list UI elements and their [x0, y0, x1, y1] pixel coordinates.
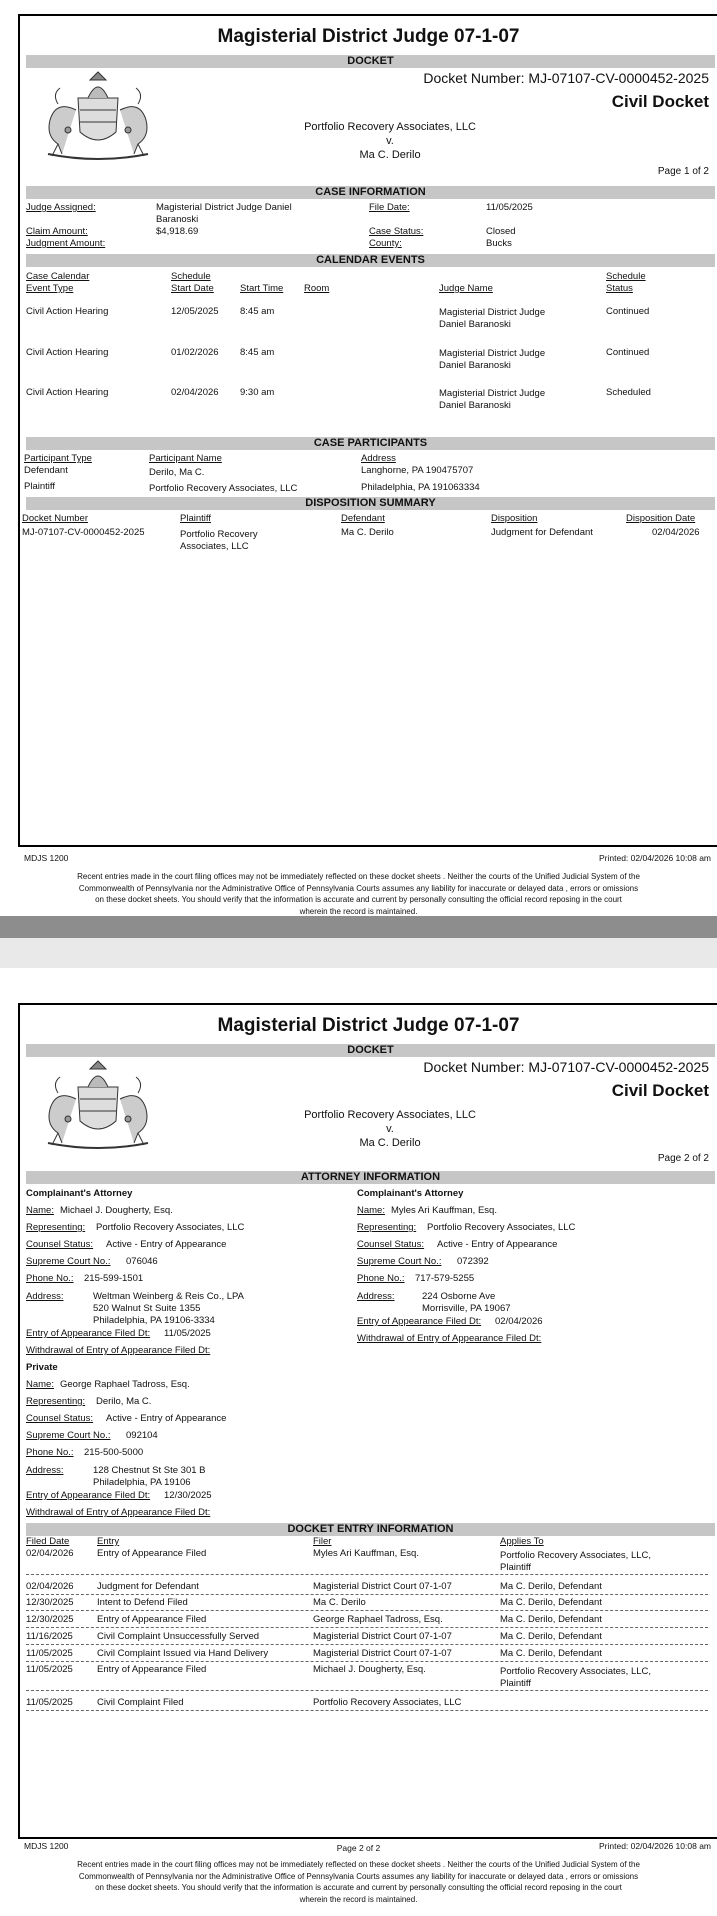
event-judge: Magisterial District Judge [439, 348, 546, 359]
page-frame [18, 1003, 717, 1839]
file-date-value: 11/05/2025 [486, 202, 533, 213]
entry-filer: Michael J. Dougherty, Esq. [313, 1664, 426, 1675]
cal-header-start-time: Start Time [240, 283, 284, 294]
attorney-address: 128 Chestnut St Ste 301 B [93, 1465, 206, 1476]
page-divider [0, 916, 717, 968]
attorney-role: Private [26, 1362, 58, 1373]
pennsylvania-seal-icon [28, 1059, 168, 1151]
printed-timestamp: Printed: 02/04/2026 10:08 am [599, 1841, 711, 1851]
attorney-address: Weltman Weinberg & Reis Co., LPA [93, 1291, 245, 1302]
event-type: Civil Action Hearing [26, 347, 109, 358]
disposition-defendant: Ma C. Derilo [341, 527, 394, 538]
disposition-header-disposition: Disposition [491, 513, 538, 524]
status-value: Closed [486, 226, 516, 237]
attorney-court-no: 076046 [126, 1256, 158, 1267]
docket-number: Docket Number: MJ-07107-CV-0000452-2025 [423, 70, 709, 86]
participant-type: Plaintiff [24, 481, 55, 492]
cal-header-case-calendar: Case Calendar [26, 271, 90, 282]
cal-header-judge: Judge Name [439, 283, 493, 294]
attorney-heading: ATTORNEY INFORMATION [26, 1171, 715, 1184]
judge-value: Magisterial District Judge Daniel [156, 202, 292, 213]
entry-filer: Ma C. Derilo [313, 1597, 366, 1608]
entry-filer: Magisterial District Court 07-1-07 [313, 1648, 452, 1659]
disposition-plaintiff: Portfolio Recovery [180, 529, 258, 540]
entry-applies-to: Ma C. Derilo, Defendant [500, 1648, 602, 1659]
attorney-status-label: Counsel Status: [26, 1239, 94, 1250]
entry-date: 02/04/2026 [26, 1581, 74, 1592]
entry-description: Civil Complaint Unsuccessfully Served [97, 1631, 260, 1642]
row-separator [26, 1690, 708, 1691]
attorney-rep-label: Representing: [357, 1222, 417, 1233]
entry-date: 11/05/2025 [26, 1697, 73, 1708]
county-label: County: [369, 238, 402, 249]
entry-description: Intent to Defend Filed [97, 1597, 188, 1608]
entry-applies-to: Portfolio Recovery Associates, LLC, [500, 1666, 652, 1677]
versus-label: v. [386, 1123, 394, 1135]
attorney-status-label: Counsel Status: [26, 1413, 94, 1424]
entry-applies-to: Ma C. Derilo, Defendant [500, 1614, 602, 1625]
attorney-address-line: Morrisville, PA 19067 [422, 1303, 511, 1314]
entry-applies-to: Ma C. Derilo, Defendant [500, 1597, 602, 1608]
cal-header-room: Room [304, 283, 330, 294]
participant-name: Derilo, Ma C. [149, 467, 205, 478]
page-indicator: Page 2 of 2 [657, 1153, 709, 1164]
disposition-plaintiff-cont: Associates, LLC [180, 541, 249, 552]
disposition-header-plaintiff: Plaintiff [180, 513, 211, 524]
entries-header-applies: Applies To [500, 1536, 544, 1547]
attorney-name-label: Name: [26, 1379, 54, 1390]
attorney-court-no: 072392 [457, 1256, 489, 1267]
event-status: Continued [606, 347, 650, 358]
attorney-rep: Portfolio Recovery Associates, LLC [96, 1222, 245, 1233]
attorney-withdrawal-label: Withdrawal of Entry of Appearance Filed Dt: [26, 1507, 211, 1518]
disclaimer-line: Recent entries made in the court filing offices may not be immediately reflected on these docket sheets . Neither the courts of the Unified Judicial System of the [77, 1860, 640, 1869]
disclaimer [50, 1859, 667, 1905]
attorney-entry-label: Entry of Appearance Filed Dt: [26, 1490, 151, 1501]
event-type: Civil Action Hearing [26, 306, 109, 317]
attorney-role: Complainant's Attorney [357, 1188, 464, 1199]
event-time: 8:45 am [240, 306, 275, 317]
entry-description: Civil Complaint Issued via Hand Delivery [97, 1648, 269, 1659]
disposition-header-date: Disposition Date [626, 513, 696, 524]
cal-header-start-date: Start Date [171, 283, 214, 294]
attorney-withdrawal-label: Withdrawal of Entry of Appearance Filed Dt: [357, 1333, 542, 1344]
judge-value-cont: Baranoski [156, 214, 199, 225]
attorney-address-line: Philadelphia, PA 19106 [93, 1477, 191, 1488]
participant-name: Portfolio Recovery Associates, LLC [149, 483, 298, 494]
event-judge: Magisterial District Judge [439, 307, 546, 318]
claim-value: $4,918.69 [156, 226, 199, 237]
participant-address: Langhorne, PA 190475707 [361, 465, 474, 476]
attorney-rep: Portfolio Recovery Associates, LLC [427, 1222, 576, 1233]
disclaimer [50, 871, 667, 917]
attorney-court-label: Supreme Court No.: [357, 1256, 442, 1267]
attorney-entry-label: Entry of Appearance Filed Dt: [357, 1316, 482, 1327]
participant-address: Philadelphia, PA 191063334 [361, 482, 480, 493]
pennsylvania-seal-icon [28, 70, 168, 162]
civil-docket-label: Civil Docket [611, 92, 709, 111]
disclaimer-line: wherein the record is maintained. [299, 906, 418, 916]
disclaimer-line: Commonwealth of Pennsylvania nor the Administrative Office of Pennsylvania Courts assumes any liability for inaccurate or delayed data , errors or omissions [78, 883, 639, 893]
entry-filer: Magisterial District Court 07-1-07 [313, 1581, 452, 1592]
attorney-address-label: Address: [26, 1465, 64, 1476]
event-status: Scheduled [606, 387, 651, 398]
entry-date: 02/04/2026 [26, 1548, 74, 1559]
attorney-address-label: Address: [26, 1291, 64, 1302]
entry-description: Entry of Appearance Filed [97, 1548, 207, 1559]
form-id: MDJS 1200 [24, 853, 69, 863]
entry-applies-to: Ma C. Derilo, Defendant [500, 1581, 602, 1592]
entry-description: Civil Complaint Filed [97, 1697, 184, 1708]
entries-header-date: Filed Date [26, 1536, 70, 1547]
county-value: Bucks [486, 238, 512, 249]
row-separator [26, 1594, 708, 1595]
row-separator [26, 1661, 708, 1662]
attorney-role: Complainant's Attorney [26, 1188, 133, 1199]
claim-label: Claim Amount: [26, 226, 88, 237]
form-id: MDJS 1200 [24, 1841, 69, 1851]
disposition-date: 02/04/2026 [652, 527, 700, 538]
calendar-heading: CALENDAR EVENTS [26, 254, 715, 267]
attorney-phone: 215-500-5000 [84, 1447, 144, 1458]
docket-page-2 [0, 968, 717, 1916]
docket-number: Docket Number: MJ-07107-CV-0000452-2025 [423, 1059, 709, 1075]
printed-timestamp: Printed: 02/04/2026 10:08 am [599, 853, 711, 863]
row-separator [26, 1644, 708, 1645]
entry-applies-to-cont: Plaintiff [500, 1562, 531, 1573]
attorney-court-no: 092104 [126, 1430, 158, 1441]
participant-header-name: Participant Name [149, 453, 222, 464]
court-title: Magisterial District Judge 07-1-07 [217, 26, 520, 47]
plaintiff-party: Portfolio Recovery Associates, LLC [304, 121, 476, 133]
attorney-address-line: 520 Walnut St Suite 1355 [93, 1303, 201, 1314]
entry-applies-to: Ma C. Derilo, Defendant [500, 1631, 602, 1642]
row-separator [26, 1627, 708, 1628]
attorney-name: Michael J. Dougherty, Esq. [60, 1205, 173, 1216]
civil-docket-label: Civil Docket [611, 1081, 709, 1100]
event-judge-cont: Daniel Baranoski [439, 360, 511, 371]
disclaimer-line: on these docket sheets. You should verify that the information is accurate and current by personally consulting the official record reposing in the court [95, 895, 622, 904]
event-date: 01/02/2026 [171, 347, 219, 358]
attorney-rep-label: Representing: [26, 1222, 86, 1233]
event-date: 12/05/2025 [171, 306, 219, 317]
attorney-name-label: Name: [26, 1205, 54, 1216]
cal-header-event-type: Event Type [26, 283, 74, 294]
attorney-address-line: Philadelphia, PA 19106-3334 [93, 1315, 215, 1326]
disposition-docket: MJ-07107-CV-0000452-2025 [22, 527, 145, 538]
entry-date: 11/16/2025 [26, 1631, 73, 1642]
event-date: 02/04/2026 [171, 387, 219, 398]
participant-header-type: Participant Type [24, 453, 92, 464]
participants-heading: CASE PARTICIPANTS [26, 437, 715, 450]
entry-applies-to-cont: Plaintiff [500, 1678, 531, 1689]
attorney-name: Myles Ari Kauffman, Esq. [391, 1205, 497, 1216]
event-judge-cont: Daniel Baranoski [439, 319, 511, 330]
disposition-header-defendant: Defendant [341, 513, 385, 524]
entry-applies-to: Portfolio Recovery Associates, LLC, [500, 1550, 652, 1561]
entry-description: Judgment for Defendant [97, 1581, 199, 1592]
disposition-result: Judgment for Defendant [491, 527, 593, 538]
event-time: 9:30 am [240, 387, 275, 398]
attorney-status: Active - Entry of Appearance [437, 1239, 558, 1250]
entry-date: 11/05/2025 [26, 1664, 73, 1675]
attorney-withdrawal-label: Withdrawal of Entry of Appearance Filed Dt: [26, 1345, 211, 1356]
row-separator [26, 1710, 708, 1711]
row-separator [26, 1574, 708, 1575]
attorney-entry-date: 11/05/2025 [164, 1328, 211, 1339]
event-time: 8:45 am [240, 347, 275, 358]
attorney-rep: Derilo, Ma C. [96, 1396, 152, 1407]
docket-heading: DOCKET [26, 55, 715, 68]
attorney-status: Active - Entry of Appearance [106, 1413, 227, 1424]
cal-header-schedule-status: Schedule [606, 271, 646, 282]
attorney-status-label: Counsel Status: [357, 1239, 425, 1250]
attorney-address: 224 Osborne Ave [422, 1291, 496, 1302]
entry-date: 12/30/2025 [26, 1597, 74, 1608]
judgment-label: Judgment Amount: [26, 238, 106, 249]
entry-description: Entry of Appearance Filed [97, 1664, 207, 1675]
event-judge-cont: Daniel Baranoski [439, 400, 511, 411]
attorney-court-label: Supreme Court No.: [26, 1430, 111, 1441]
court-title: Magisterial District Judge 07-1-07 [217, 1015, 520, 1036]
case-info-heading: CASE INFORMATION [26, 186, 715, 199]
participant-type: Defendant [24, 465, 68, 476]
versus-label: v. [386, 135, 394, 147]
cal-header-status: Status [606, 283, 633, 294]
entry-filer: Myles Ari Kauffman, Esq. [313, 1548, 419, 1559]
status-label: Case Status: [369, 226, 424, 237]
event-type: Civil Action Hearing [26, 387, 109, 398]
participant-header-address: Address [361, 453, 396, 464]
docket-page-1 [0, 0, 717, 916]
entries-header-entry: Entry [97, 1536, 120, 1547]
attorney-name-label: Name: [357, 1205, 385, 1216]
entry-date: 11/05/2025 [26, 1648, 73, 1659]
attorney-phone: 215-599-1501 [84, 1273, 144, 1284]
docket-heading: DOCKET [26, 1044, 715, 1057]
attorney-phone: 717-579-5255 [415, 1273, 475, 1284]
defendant-party: Ma C. Derilo [359, 149, 421, 161]
event-judge: Magisterial District Judge [439, 388, 546, 399]
attorney-entry-label: Entry of Appearance Filed Dt: [26, 1328, 151, 1339]
attorney-entry-date: 02/04/2026 [495, 1316, 543, 1327]
entry-date: 12/30/2025 [26, 1614, 74, 1625]
disclaimer-line: Commonwealth of Pennsylvania nor the Administrative Office of Pennsylvania Courts assumes any liability for inaccurate or delayed data , errors or omissions [78, 1871, 639, 1881]
entry-filer: Magisterial District Court 07-1-07 [313, 1631, 452, 1642]
entries-header-filer: Filer [313, 1536, 332, 1547]
page-indicator: Page 1 of 2 [657, 166, 709, 177]
plaintiff-party: Portfolio Recovery Associates, LLC [304, 1109, 476, 1121]
attorney-address-label: Address: [357, 1291, 395, 1302]
docket-entries-heading: DOCKET ENTRY INFORMATION [26, 1523, 715, 1536]
cal-header-schedule: Schedule [171, 271, 211, 282]
event-status: Continued [606, 306, 650, 317]
attorney-rep-label: Representing: [26, 1396, 86, 1407]
attorney-name: George Raphael Tadross, Esq. [60, 1379, 190, 1390]
entry-filer: George Raphael Tadross, Esq. [313, 1614, 443, 1625]
disposition-header-docket: Docket Number [22, 513, 88, 524]
disclaimer-line: on these docket sheets. You should verify that the information is accurate and current by personally consulting the official record reposing in the court [95, 1883, 622, 1892]
entry-filer: Portfolio Recovery Associates, LLC [313, 1697, 462, 1708]
disclaimer-line: wherein the record is maintained. [299, 1894, 418, 1904]
attorney-entry-date: 12/30/2025 [164, 1490, 212, 1501]
attorney-status: Active - Entry of Appearance [106, 1239, 227, 1250]
entry-description: Entry of Appearance Filed [97, 1614, 207, 1625]
file-date-label: File Date: [369, 202, 410, 213]
attorney-phone-label: Phone No.: [26, 1273, 74, 1284]
judge-label: Judge Assigned: [26, 202, 96, 213]
page-footer-number: Page 2 of 2 [336, 1843, 381, 1853]
attorney-court-label: Supreme Court No.: [26, 1256, 111, 1267]
row-separator [26, 1610, 708, 1611]
disclaimer-line: Recent entries made in the court filing offices may not be immediately reflected on these docket sheets . Neither the courts of the Unified Judicial System of the [77, 872, 640, 881]
page-frame [18, 14, 717, 847]
defendant-party: Ma C. Derilo [359, 1137, 421, 1149]
attorney-phone-label: Phone No.: [26, 1447, 74, 1458]
disposition-heading: DISPOSITION SUMMARY [26, 497, 715, 510]
attorney-phone-label: Phone No.: [357, 1273, 405, 1284]
